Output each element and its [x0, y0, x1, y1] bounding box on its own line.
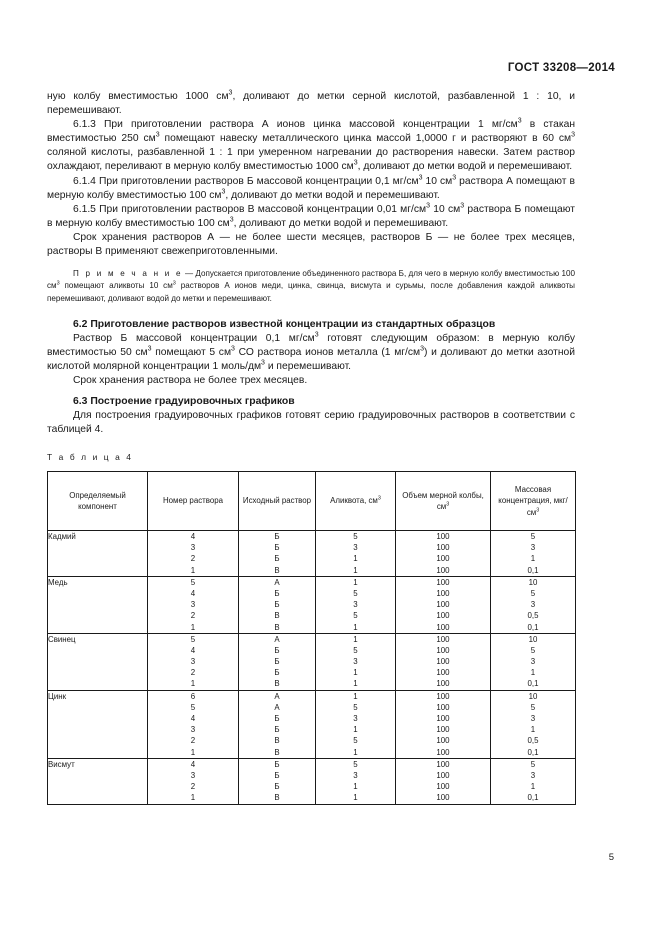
- document-body: [47, 90, 575, 437]
- table-body: [48, 531, 576, 805]
- cell-solution-number: 5 4 3 2 1: [148, 633, 239, 690]
- cell-component: Висмут: [48, 758, 148, 804]
- paragraph-continued: ную колбу вместимостью 1000 $см^3$, доливают до метки серной кислотой, разбавленной 1 : 10, и перемешивают.: [47, 89, 575, 117]
- cell-source-solution: Б Б Б В: [239, 758, 316, 804]
- table-row: [48, 633, 576, 690]
- paragraph-6-1-3: 6.1.3 При приготовлении раствора А ионов цинка массовой концентрации 1 $мг/см^3$ в стакан вместимостью 250 $см^3$ помещают навеску металлического цинка массой 1,0000 г и растворяют в 60 $см^3$ соляной кислоты, разбавленной 1 : 1 при умеренном нагревании до растворения навески. Затем раствор охлаждают, переливают в мерную колбу вместимостью 1000 $см^3$, доливают до метки водой и перемешивают.: [47, 117, 576, 173]
- paragraph-6-2-storage: Срок хранения раствора не более трех месяцев.: [73, 375, 308, 387]
- column-header-flask-volume: Объем мерной колбы, $см^3$: [396, 472, 491, 531]
- table-caption: Т а б л и ц а 4: [47, 452, 134, 462]
- cell-aliquot: 1 5 3 1 1: [316, 633, 396, 690]
- table-row: [48, 690, 576, 758]
- cell-mass-concentration: 5 3 1 0,1: [491, 758, 576, 804]
- cell-aliquot: 5 3 1 1: [316, 531, 396, 577]
- cell-mass-concentration: 10 5 3 1 0,5 0,1: [491, 690, 576, 758]
- cell-solution-number: 5 4 3 2 1: [148, 576, 239, 633]
- note-label: П р и м е ч а н и е: [73, 269, 183, 279]
- document-header-standard-number: ГОСТ 33208—2014: [507, 62, 615, 74]
- table-row: [48, 758, 576, 804]
- cell-flask-volume: 100 100 100 100: [396, 758, 491, 804]
- paragraph-6-1-4: 6.1.4 При приготовлении растворов Б массовой концентрации 0,1 $мг/см^3$ 10 $см^3$ раствора А помещают в мерную колбу вместимостью 100 $см^3$, доливают до метки водой и перемешивают.: [47, 174, 576, 201]
- cell-mass-concentration: 5 3 1 0,1: [491, 531, 576, 577]
- column-header-aliquot: Аликвота, $см^3$: [316, 472, 396, 531]
- cell-component: Свинец: [48, 633, 148, 690]
- page-number: 5: [608, 852, 614, 863]
- cell-component: Цинк: [48, 690, 148, 758]
- note-block: [47, 259, 575, 305]
- table-header-row: [48, 472, 576, 531]
- cell-component: Медь: [48, 576, 148, 633]
- heading-6-2: 6.2 Приготовление растворов известной концентрации из стандартных образцов: [73, 318, 496, 330]
- paragraph-storage-period: Срок хранения растворов А — не более шести месяцев, растворов Б — не более трех месяцев, растворы В применяют свежеприготовленными.: [47, 231, 575, 258]
- cell-aliquot: 1 5 3 5 1: [316, 576, 396, 633]
- heading-6-3: 6.3 Построение градуировочных графиков: [73, 396, 295, 408]
- column-header-source-solution: Исходный раствор: [239, 472, 316, 531]
- cell-source-solution: А А Б Б В В: [239, 690, 316, 758]
- cell-flask-volume: 100 100 100 100 100 100: [396, 690, 491, 758]
- cell-mass-concentration: 10 5 3 0,5 0,1: [491, 576, 576, 633]
- note-text: — Допускается приготовление объединенного раствора Б, для чего в мерную колбу вместимостью 100 $см^3$ помещают аликвоты 10 $см^3$ растворов А ионов меди, цинка, свинца, висмута и сурьмы, после добавления каждой аликвоты перемешивают, доливают водой до метки и перемешивают.: [47, 269, 576, 303]
- calibration-solutions-table: [47, 471, 576, 805]
- cell-aliquot: 1 5 3 1 5 1: [316, 690, 396, 758]
- cell-solution-number: 6 5 4 3 2 1: [148, 690, 239, 758]
- table-row: [48, 576, 576, 633]
- cell-solution-number: 4 3 2 1: [148, 758, 239, 804]
- paragraph-6-3: Для построения градуировочных графиков готовят серию градуировочных растворов в соответствии с таблицей 4.: [47, 410, 575, 436]
- cell-flask-volume: 100 100 100 100 100: [396, 633, 491, 690]
- paragraph-6-2: Раствор Б массовой концентрации 0,1 $мг/см^3$ готовят следующим образом: в мерную колбу вместимостью 50 $см^3$ помещают 5 $см^3$ СО раствора ионов металла (1 $мг/см^3$) и доливают до метки азотной кислотой молярной концентрации 1 моль/$дм^3$ и перемешивают.: [47, 331, 575, 372]
- cell-source-solution: Б Б Б В: [239, 531, 316, 577]
- cell-flask-volume: 100 100 100 100: [396, 531, 491, 577]
- cell-flask-volume: 100 100 100 100 100: [396, 576, 491, 633]
- table-row: [48, 531, 576, 577]
- paragraph-6-1-5: 6.1.5 При приготовлении растворов В массовой концентрации 0,01 $мг/см^3$ 10 $см^3$ раствора Б помещают в мерную колбу вместимостью 100 $см^3$, доливают до метки водой и перемешивают.: [47, 202, 575, 229]
- cell-aliquot: 5 3 1 1: [316, 758, 396, 804]
- cell-source-solution: А Б Б В В: [239, 576, 316, 633]
- cell-mass-concentration: 10 5 3 1 0,1: [491, 633, 576, 690]
- column-header-component: Определяемый компонент: [48, 472, 148, 531]
- column-header-solution-number: Номер раствора: [148, 472, 239, 531]
- cell-source-solution: А Б Б Б В: [239, 633, 316, 690]
- cell-component: Кадмий: [48, 531, 148, 577]
- cell-solution-number: 4 3 2 1: [148, 531, 239, 577]
- column-header-mass-concentration: Массовая концентрация, мкг/$см^3$: [491, 472, 576, 531]
